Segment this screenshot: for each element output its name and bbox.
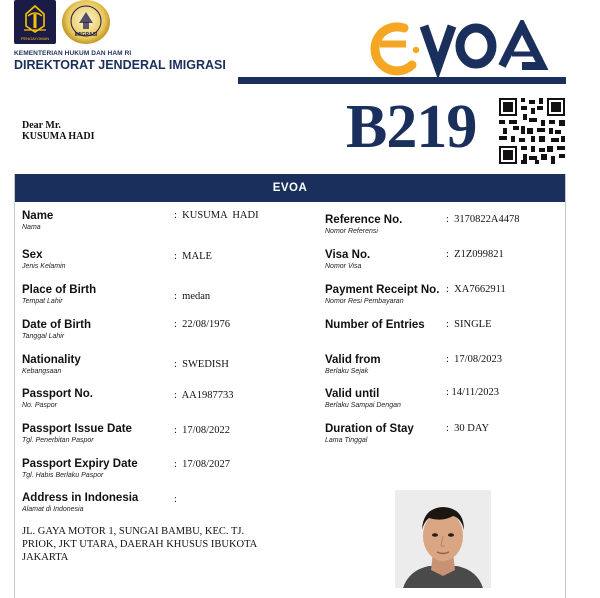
field-sublabel: Berlaku Sampai Dengan: [325, 402, 401, 409]
value-text: 17/08/2027: [182, 459, 231, 470]
field-sublabel: Jenis Kelamin: [22, 263, 66, 270]
ministry-emblem-logo: [14, 0, 56, 44]
qr-code-icon: [499, 98, 565, 164]
separator: :: [446, 214, 449, 225]
salutation: Dear Mr.: [22, 120, 61, 131]
immigration-seal-logo: [62, 0, 110, 44]
separator: :: [446, 387, 449, 398]
value-text: AA1987733: [181, 390, 234, 401]
field-value-payment-receipt-no: [446, 284, 506, 296]
field-label: Payment Receipt No.: [325, 284, 440, 296]
field-value-passport-no: [174, 390, 234, 402]
field-date-of-birth: [22, 319, 91, 341]
separator: :: [174, 251, 177, 262]
address-line: PRIOK, JKT UTARA, DAERAH KHUSUS IBUKOTA: [22, 539, 258, 550]
field-value-valid-until: [446, 387, 499, 399]
separator: :: [174, 291, 177, 302]
ministry-name: KEMENTERIAN HUKUM DAN HAM RI: [14, 50, 132, 57]
separator: :: [446, 284, 449, 295]
ministry-emblem-caption: PENGAYOMAN: [20, 36, 50, 41]
field-value-reference-no: [446, 214, 520, 226]
holder-photo: [395, 490, 491, 588]
field-label: Valid from: [325, 354, 381, 366]
field-valid-from: [325, 354, 381, 376]
field-value-number-of-entries: [446, 319, 492, 331]
field-label: Name: [22, 210, 54, 222]
separator: :: [446, 249, 449, 260]
directorate-name: DIREKTORAT JENDERAL IMIGRASI: [14, 58, 226, 72]
separator: :: [174, 319, 177, 330]
field-label: Duration of Stay: [325, 423, 414, 435]
field-passport-issue-date: [22, 423, 132, 445]
field-label: Visa No.: [325, 249, 371, 261]
field-sublabel: Tgl. Penerbitan Paspor: [22, 437, 94, 444]
field-sublabel: Tempat Lahir: [22, 298, 63, 305]
field-value-duration-of-stay: [446, 423, 489, 435]
field-label: Sex: [22, 249, 43, 261]
field-duration-of-stay: [325, 423, 414, 445]
field-passport-expiry-date: [22, 458, 138, 480]
separator: :: [174, 494, 177, 505]
value-text: MALE: [182, 251, 212, 262]
separator: :: [174, 390, 177, 401]
field-sublabel: Nomor Referensi: [325, 228, 378, 235]
evoa-brand-logo: [366, 20, 566, 80]
separator: :: [174, 359, 177, 370]
field-valid-until: [325, 388, 401, 410]
field-label: Passport No.: [22, 388, 93, 400]
field-value-valid-from: [446, 354, 502, 366]
field-value-name: [174, 210, 259, 222]
field-label: Valid until: [325, 388, 380, 400]
address-line: JL. GAYA MOTOR 1, SUNGAI BAMBU, KEC. TJ.: [22, 526, 245, 537]
field-value-address-separator: [174, 494, 177, 506]
field-passport-no: [22, 388, 93, 410]
field-sublabel: Nama: [22, 224, 41, 231]
field-value-nationality: [174, 359, 229, 371]
value-text: 17/08/2022: [182, 425, 231, 436]
field-label: Reference No.: [325, 214, 403, 226]
address-in-indonesia: [22, 525, 342, 564]
field-value-passport-issue-date: [174, 425, 230, 437]
header-rule: [238, 77, 566, 84]
field-nationality: [22, 354, 81, 376]
field-label: Place of Birth: [22, 284, 97, 296]
field-sex: [22, 249, 66, 271]
separator: :: [174, 459, 177, 470]
value-text: 3170822A4478: [454, 214, 520, 225]
header-logos: [14, 0, 114, 46]
field-label: Address in Indonesia: [22, 492, 139, 504]
addressee-block: [22, 120, 95, 142]
separator: :: [446, 354, 449, 365]
separator: :: [174, 210, 177, 221]
visa-index-code: B219: [346, 93, 477, 161]
field-value-sex: [174, 251, 212, 263]
field-number-of-entries: [325, 319, 425, 332]
field-label: Number of Entries: [325, 319, 425, 331]
field-sublabel: Lama Tinggal: [325, 437, 368, 444]
field-value-date-of-birth: [174, 319, 230, 331]
separator: :: [446, 319, 449, 330]
field-reference-no: [325, 214, 402, 236]
value-text: 30 DAY: [454, 423, 490, 434]
field-value-place-of-birth: [174, 291, 210, 303]
field-visa-no: [325, 249, 370, 271]
field-address: [22, 492, 138, 514]
separator: :: [174, 425, 177, 436]
value-text: 14/11/2023: [451, 387, 499, 398]
value-text: 22/08/1976: [182, 319, 231, 330]
value-text: SWEDISH: [182, 359, 229, 370]
field-sublabel: Nomor Resi Pembayaran: [325, 298, 404, 305]
field-sublabel: Alamat di Indonesia: [22, 506, 84, 513]
field-label: Nationality: [22, 354, 81, 366]
field-value-visa-no: [446, 249, 504, 261]
field-sublabel: Berlaku Sejak: [325, 368, 369, 375]
value-text: medan: [182, 291, 211, 302]
field-place-of-birth: [22, 284, 96, 306]
field-sublabel: Kebangsaan: [22, 368, 62, 375]
field-label: Passport Issue Date: [22, 423, 132, 435]
immigration-seal-caption: IMIGRASI: [74, 32, 98, 38]
field-value-passport-expiry-date: [174, 459, 230, 471]
field-payment-receipt-no: [325, 284, 439, 306]
addressee-name: KUSUMA HADI: [22, 131, 95, 142]
field-sublabel: Tgl. Habis Berlaku Paspor: [22, 472, 104, 479]
separator: :: [446, 423, 449, 434]
field-label: Passport Expiry Date: [22, 458, 138, 470]
field-name: [22, 210, 53, 232]
field-sublabel: Nomor Visa: [325, 263, 362, 270]
card-title: EVOA: [15, 174, 565, 202]
value-text: KUSUMA HADI: [182, 210, 259, 221]
field-label: Date of Birth: [22, 319, 91, 331]
value-text: SINGLE: [454, 319, 492, 330]
address-line: JAKARTA: [22, 552, 69, 563]
value-text: XA7662911: [454, 284, 506, 295]
value-text: Z1Z099821: [454, 249, 504, 260]
field-sublabel: Tanggal Lahir: [22, 333, 65, 340]
field-sublabel: No. Paspor: [22, 402, 58, 409]
value-text: 17/08/2023: [454, 354, 503, 365]
